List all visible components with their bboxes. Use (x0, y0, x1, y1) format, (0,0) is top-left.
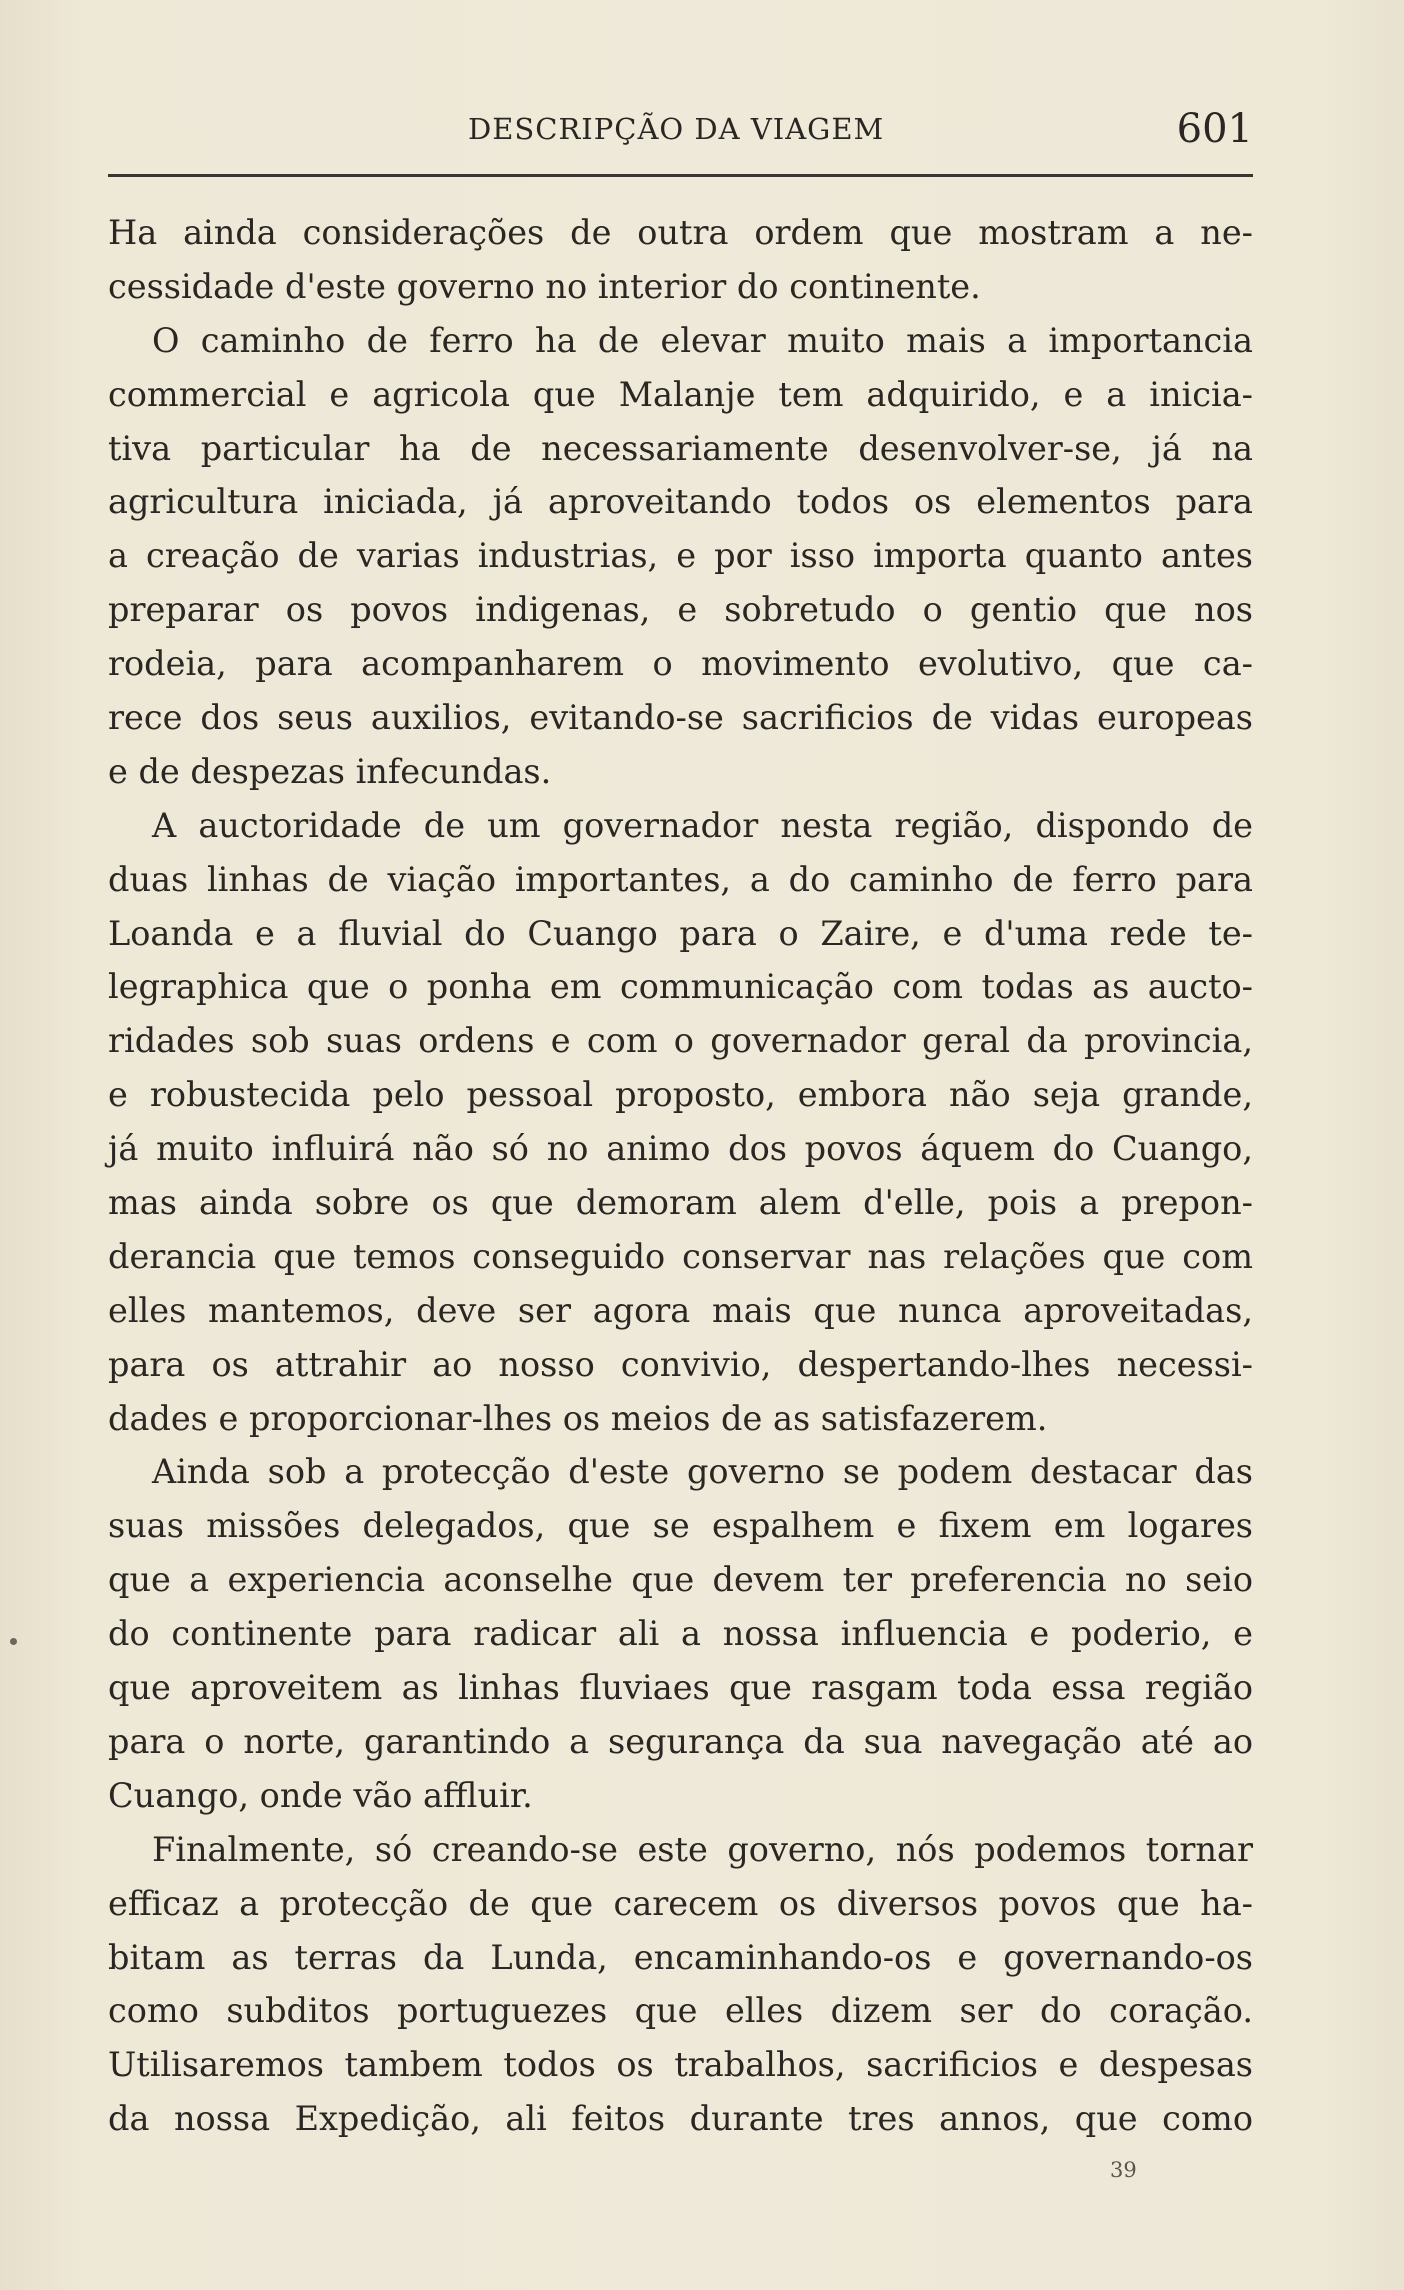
text-line: suas missões delegados, que se espalhem e fixem em logares (108, 1506, 1253, 1546)
text-line: efficaz a protecção de que carecem os diversos povos que ha- (108, 1883, 1253, 1923)
text-line: Cuango, onde vão affluir. (108, 1775, 533, 1815)
text-line: como subditos portuguezes que elles dizem ser do coração. (108, 1991, 1253, 2031)
text-line: dades e proporcionar-lhes os meios de as satisfazerem. (108, 1398, 1048, 1438)
page-number: 601 (1176, 106, 1253, 152)
text-line: mas ainda sobre os que demoram alem d'elle, pois a prepon- (108, 1183, 1253, 1223)
text-line: e robustecida pelo pessoal proposto, embora não seja grande, (108, 1075, 1253, 1115)
running-title: DESCRIPÇÃO DA VIAGEM (468, 112, 885, 146)
text-line: já muito influirá não só no animo dos povos áquem do Cuango, (108, 1129, 1253, 1169)
text-line: e de despezas infecundas. (108, 751, 552, 791)
text-line: Loanda e a fluvial do Cuango para o Zaire, e d'uma rede te- (108, 913, 1253, 953)
signature-mark: 39 (1110, 2158, 1137, 2182)
text-line: preparar os povos indigenas, e sobretudo o gentio que nos (108, 590, 1253, 630)
text-line: para o norte, garantindo a segurança da sua navegação até ao (108, 1721, 1253, 1761)
body-text (108, 206, 1253, 2146)
text-line: Finalmente, só creando-se este governo, nós podemos tornar (152, 1829, 1253, 1869)
text-line: que a experiencia aconselhe que devem ter preferencia no seio (108, 1560, 1253, 1600)
text-line: agricultura iniciada, já aproveitando todos os elementos para (108, 482, 1253, 522)
text-line: para os attrahir ao nosso convivio, despertando-lhes necessi- (108, 1344, 1253, 1384)
text-line: rece dos seus auxilios, evitando-se sacrificios de vidas europeas (108, 698, 1253, 738)
text-line: rodeia, para acompanharem o movimento evolutivo, que ca- (108, 644, 1253, 684)
text-line: Ha ainda considerações de outra ordem que mostram a ne- (108, 213, 1253, 252)
text-line: O caminho de ferro ha de elevar muito mais a importancia (152, 320, 1253, 360)
text-line: Ainda sob a protecção d'este governo se podem destacar das (152, 1452, 1253, 1492)
text-line: ridades sob suas ordens e com o governador geral da provincia, (108, 1021, 1253, 1061)
text-line: legraphica que o ponha em communicação com todas as aucto- (108, 967, 1253, 1007)
text-line: da nossa Expedição, ali feitos durante tres annos, que como (108, 2099, 1253, 2139)
text-line: Utilisaremos tambem todos os trabalhos, sacrificios e despesas (108, 2045, 1253, 2085)
header-rule (108, 174, 1253, 177)
text-line: que aproveitem as linhas fluviaes que rasgam toda essa região (108, 1668, 1253, 1708)
text-line: A auctoridade de um governador nesta região, dispondo de (152, 805, 1253, 845)
text-line: elles mantemos, deve ser agora mais que nunca aproveitadas, (108, 1290, 1253, 1330)
text-line: bitam as terras da Lunda, encaminhando-os e governando-os (108, 1937, 1253, 1977)
text-line: cessidade d'este governo no interior do continente. (108, 266, 981, 306)
text-line: a creação de varias industrias, e por isso importa quanto antes (108, 536, 1253, 576)
page-header (108, 100, 1253, 170)
text-line: do continente para radicar ali a nossa influencia e poderio, e (108, 1614, 1253, 1654)
text-line: commercial e agricola que Malanje tem adquirido, e a inicia- (108, 374, 1253, 414)
text-line: tiva particular ha de necessariamente desenvolver-se, já na (108, 428, 1253, 468)
text-line: duas linhas de viação importantes, a do caminho de ferro para (108, 859, 1253, 899)
text-line: derancia que temos conseguido conservar nas relações que com (108, 1236, 1253, 1276)
margin-speck (10, 1638, 17, 1645)
